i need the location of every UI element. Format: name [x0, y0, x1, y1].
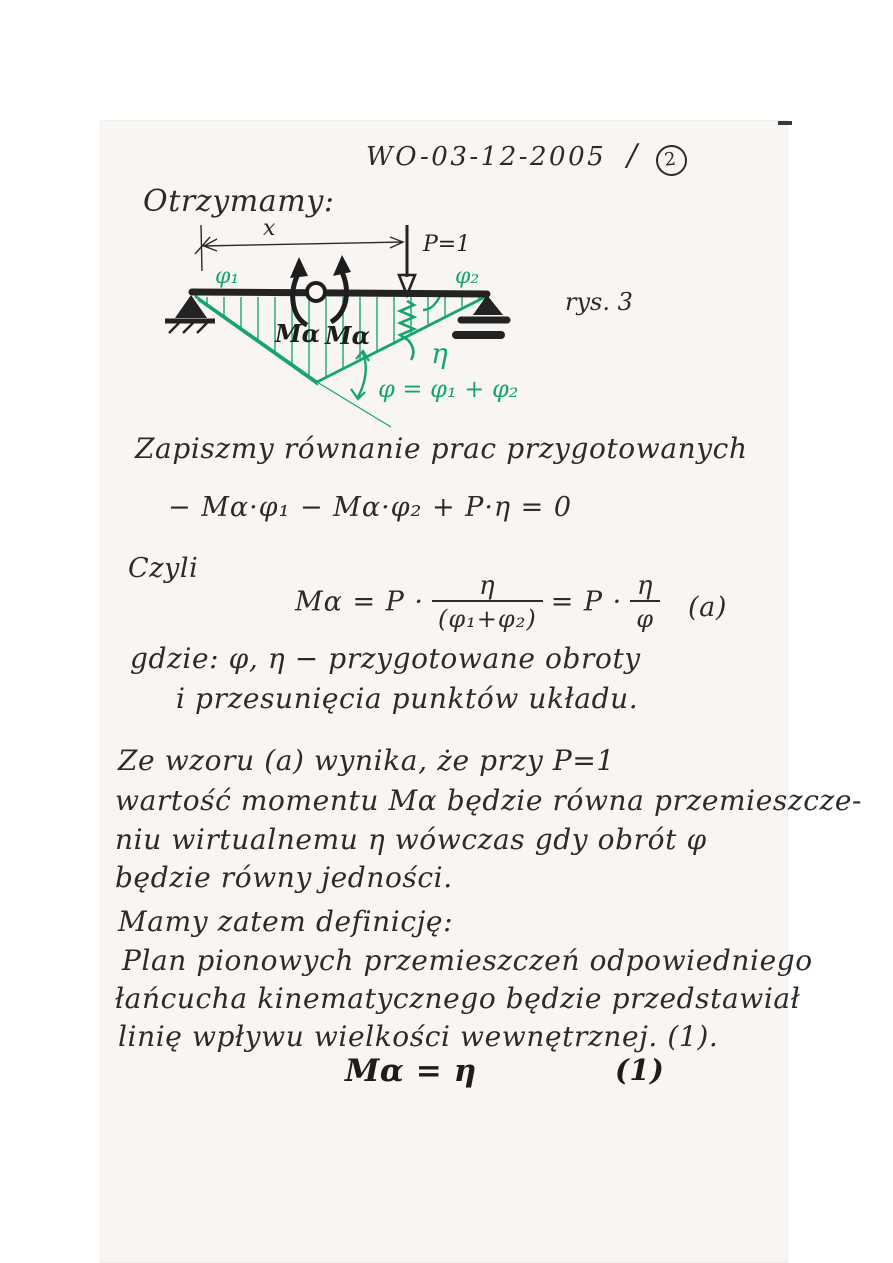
dimension-label: x	[263, 216, 276, 241]
phi2-label: φ₂	[455, 264, 480, 289]
page-header	[366, 138, 687, 176]
hinge-circle	[307, 283, 325, 301]
equation-a-lhs: Mα = P ·	[295, 586, 424, 618]
paragraph-line: linię wpływu wielkości wewnętrznej. (1).	[118, 1020, 719, 1053]
phi1-label: φ₁	[215, 264, 240, 289]
equation-a-tag: (a)	[688, 592, 727, 623]
fraction-2	[630, 572, 660, 634]
text-czyli: Czyli	[128, 553, 199, 584]
equation-virtual-work: − Mα·φ₁ − Mα·φ₂ + P·η = 0	[168, 492, 573, 523]
equation-final: Mα = η	[345, 1053, 477, 1089]
moment-label-right: Mα	[325, 321, 371, 350]
text-line-zapiszmy: Zapiszmy równanie prac przygotowanych	[135, 432, 748, 465]
paragraph-line: niu wirtualnemu η wówczas gdy obrót φ	[115, 823, 707, 856]
paragraph-line: wartość momentu Mα będzie równa przemieszcze-	[115, 784, 863, 817]
angle-equation-label: φ = φ₁ + φ₂	[378, 375, 519, 403]
fraction-2-denominator: φ	[630, 600, 660, 634]
paragraph-line: Plan pionowych przemieszczeń odpowiedniego	[122, 944, 813, 977]
equation-a-mid: = P ·	[550, 586, 623, 618]
roller-support-right	[456, 295, 507, 335]
intro-word: Otrzymamy:	[143, 184, 335, 219]
figure-label: rys. 3	[565, 288, 633, 316]
equation-final-tag: (1)	[615, 1053, 665, 1087]
load-arrow	[399, 225, 415, 295]
paragraph-line: Mamy zatem definicję:	[118, 905, 454, 938]
fraction-2-numerator: η	[636, 571, 654, 601]
header-date: WO-03-12-2005	[366, 142, 607, 172]
beam-diagram	[135, 205, 695, 440]
spring-symbol	[400, 301, 414, 360]
paragraph-line: Ze wzoru (a) wynika, że przy P=1	[118, 744, 615, 777]
circled-page-number: 2	[655, 143, 689, 177]
text-gdzie-line-2: i przesunięcia punktów układu.	[176, 682, 639, 715]
fraction-1-numerator: η	[479, 571, 496, 601]
eta-label: η	[431, 337, 448, 370]
scan-corner-mark	[778, 121, 792, 125]
text-gdzie-line-1: gdzie: φ, η − przygotowane obroty	[130, 642, 641, 675]
fraction-1-denominator: (φ₁+φ₂)	[432, 600, 543, 634]
paragraph-line: łańcucha kinematycznego będzie przedstawiał	[115, 982, 801, 1015]
paragraph-line: będzie równy jedności.	[115, 861, 453, 894]
load-label: P=1	[423, 232, 471, 257]
beam-line	[192, 292, 487, 294]
moment-arrow-left	[293, 272, 307, 325]
header-separator: /	[626, 138, 640, 173]
moment-label-left: Mα	[275, 319, 321, 348]
equation-a	[295, 572, 668, 634]
fraction-1	[432, 572, 543, 634]
